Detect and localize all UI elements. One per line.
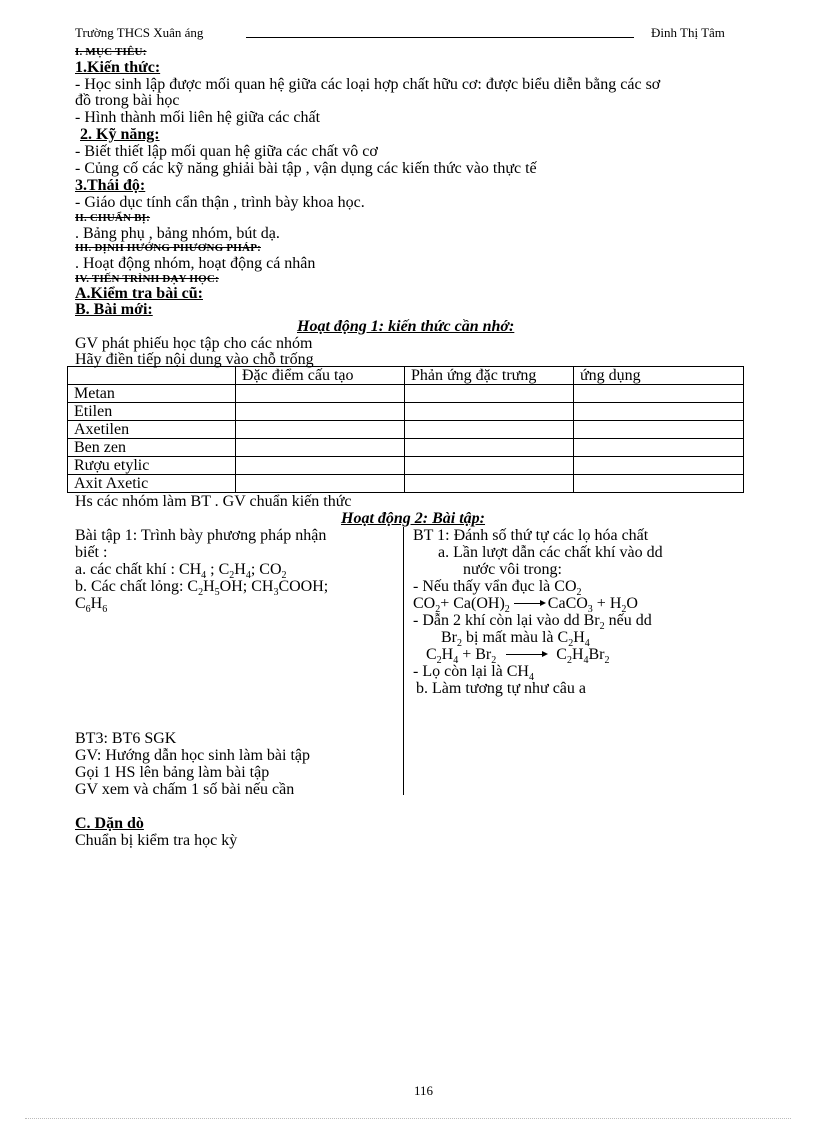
table-row (68, 439, 744, 457)
table-header-row (68, 367, 744, 385)
attitude-line-1: - Giáo dục tính cẩn thận , trình bày khoa học. (75, 194, 365, 211)
skill-line-1: - Biết thiết lập mối quan hệ giữa các chất vô cơ (75, 143, 378, 160)
activity-1-line-1: GV phát phiếu học tập cho các nhóm (75, 335, 313, 352)
teacher-guide-2: Gọi 1 HS lên bảng làm bài tập (75, 764, 270, 781)
row-label: Rượu etylic (68, 457, 236, 475)
table-cell (236, 421, 405, 439)
skill-title: 2. Kỹ năng: (80, 126, 160, 143)
knowledge-title: 1.Kiến thức: (75, 59, 161, 76)
table-cell (405, 457, 574, 475)
activity-2-title: Hoạt động 2: Bài tập: (341, 510, 486, 527)
page-bottom-border (25, 1118, 791, 1119)
old-lesson-check-title: A.Kiểm tra bài cũ: (75, 285, 203, 302)
section-objectives-title: I. MỤC TIÊU: (75, 46, 147, 58)
table-row (68, 475, 744, 493)
new-lesson-title: B. Bài mới: (75, 301, 153, 318)
equation-1-products: CaCO$_3$ + $H_2O$ (547, 595, 638, 616)
table-cell (574, 421, 744, 439)
table-cell (574, 385, 744, 403)
teacher-guide-1: GV: Hướng dẫn học sinh làm bài tập (75, 747, 311, 764)
knowledge-line-1a: - Học sinh lập được mối quan hệ giữa các loại hợp chất hữu cơ: được biểu diễn bằng các sơ (75, 76, 661, 93)
table-header-cell: Đặc điểm cấu tạo (236, 367, 405, 385)
answer-line-1: BT 1: Đánh số thứ tự các lọ hóa chất (413, 527, 649, 544)
knowledge-line-1b: đồ trong bài học (75, 92, 180, 109)
preparation-item: . Bảng phụ , bảng nhóm, bút dạ. (75, 225, 280, 242)
activity-1-after: Hs các nhóm làm BT . GV chuẩn kiến thức (75, 493, 352, 510)
table-cell (405, 421, 574, 439)
header-rule (246, 37, 634, 38)
answer-line-8: b. Làm tương tự như câu a (416, 680, 586, 697)
method-item: . Hoạt động nhóm, hoạt động cá nhân (75, 255, 316, 272)
equation-2 (426, 646, 610, 667)
homework-item: Chuẩn bị kiểm tra học kỳ (75, 832, 238, 849)
row-label: Axetilen (68, 421, 236, 439)
table-cell (574, 403, 744, 421)
table-header-cell: ứng dụng (574, 367, 744, 385)
table-cell (236, 457, 405, 475)
table-cell (236, 475, 405, 493)
exercise-1-line-1: Bài tập 1: Trình bày phương pháp nhận (75, 527, 327, 544)
activity-1-line-2: Hãy điền tiếp nội dung vào chỗ trống (75, 351, 314, 368)
homework-title: C. Dặn dò (75, 815, 144, 832)
table-cell (405, 385, 574, 403)
answer-line-6: $Br_2$ bị mất màu là $C_2H_4$ (441, 629, 590, 650)
section-method-title: III. ĐỊNH HƯỚNG PHƯƠNG PHÁP: (75, 242, 261, 254)
exercise-1-line-2: biết : (75, 544, 108, 561)
knowledge-line-2: - Hình thành mối liên hệ giữa các chất (75, 109, 321, 126)
header-teacher: Đinh Thị Tâm (651, 25, 725, 40)
table-header-cell: Phản ứng đặc trưng (405, 367, 574, 385)
section-preparation-title: II. CHUẨN BỊ: (75, 212, 151, 224)
table-cell (236, 385, 405, 403)
row-label: Etilen (68, 403, 236, 421)
page-number: 116 (414, 1083, 434, 1098)
table-header-cell (68, 367, 236, 385)
table-row (68, 385, 744, 403)
equation-1 (413, 595, 638, 616)
reaction-arrow-icon (514, 603, 544, 604)
answer-line-7: - Lọ còn lại là $CH_4$ (413, 663, 534, 684)
table-cell (574, 457, 744, 475)
row-label: Axit Axetic (68, 475, 236, 493)
row-label: Metan (68, 385, 236, 403)
attitude-title: 3.Thái độ: (75, 177, 146, 194)
table-cell (236, 439, 405, 457)
table-row (68, 403, 744, 421)
equation-2-products: $C_2H_4Br_2$ (556, 646, 610, 667)
table-cell (236, 403, 405, 421)
exercise-1-line-3: a. các chất khí : $CH_4$ ; $C_2H_4$; $CO_2$ (75, 561, 287, 582)
answer-line-5: - Dẫn 2 khí còn lại vào dd $Br_2$ nếu dd (413, 612, 652, 633)
table-row (68, 457, 744, 475)
table-row (68, 421, 744, 439)
row-label: Ben zen (68, 439, 236, 457)
column-divider (403, 527, 404, 795)
table-cell (405, 439, 574, 457)
teacher-guide-3: GV xem và chấm 1 số bài nếu cần (75, 781, 295, 798)
header-school: Trường THCS Xuân áng (75, 25, 204, 40)
activity-1-title: Hoạt động 1: kiến thức cần nhớ: (297, 318, 515, 335)
skill-line-2: - Củng cố các kỹ năng ghiải bài tập , vận dụng các kiến thức vào thực tế (75, 160, 537, 177)
table-cell (574, 475, 744, 493)
summary-table (67, 366, 744, 493)
equation-2-reactants: $C_2H_4 + Br_2$ (426, 646, 497, 667)
exercise-3-line: BT3: BT6 SGK (75, 730, 177, 747)
table-cell (405, 403, 574, 421)
reaction-arrow-icon (506, 654, 546, 655)
equation-1-reactants: $CO_2+ Ca(OH)_2$ (413, 595, 510, 616)
table-cell (574, 439, 744, 457)
table-cell (405, 475, 574, 493)
exercise-1-line-4: b. Các chất lỏng: $C_2H_5OH$; $CH_3COOH$; (75, 578, 329, 599)
exercise-1-line-5: $C_6H_6$ (75, 595, 108, 616)
answer-line-4: - Nếu thấy vẩn đục là $CO_2$ (413, 578, 582, 599)
answer-line-3: nước vôi trong: (463, 561, 562, 578)
answer-line-2: a. Lần lượt dẫn các chất khí vào dd (438, 544, 663, 561)
section-process-title: IV. TIẾN TRÌNH DẠY HỌC: (75, 273, 219, 285)
